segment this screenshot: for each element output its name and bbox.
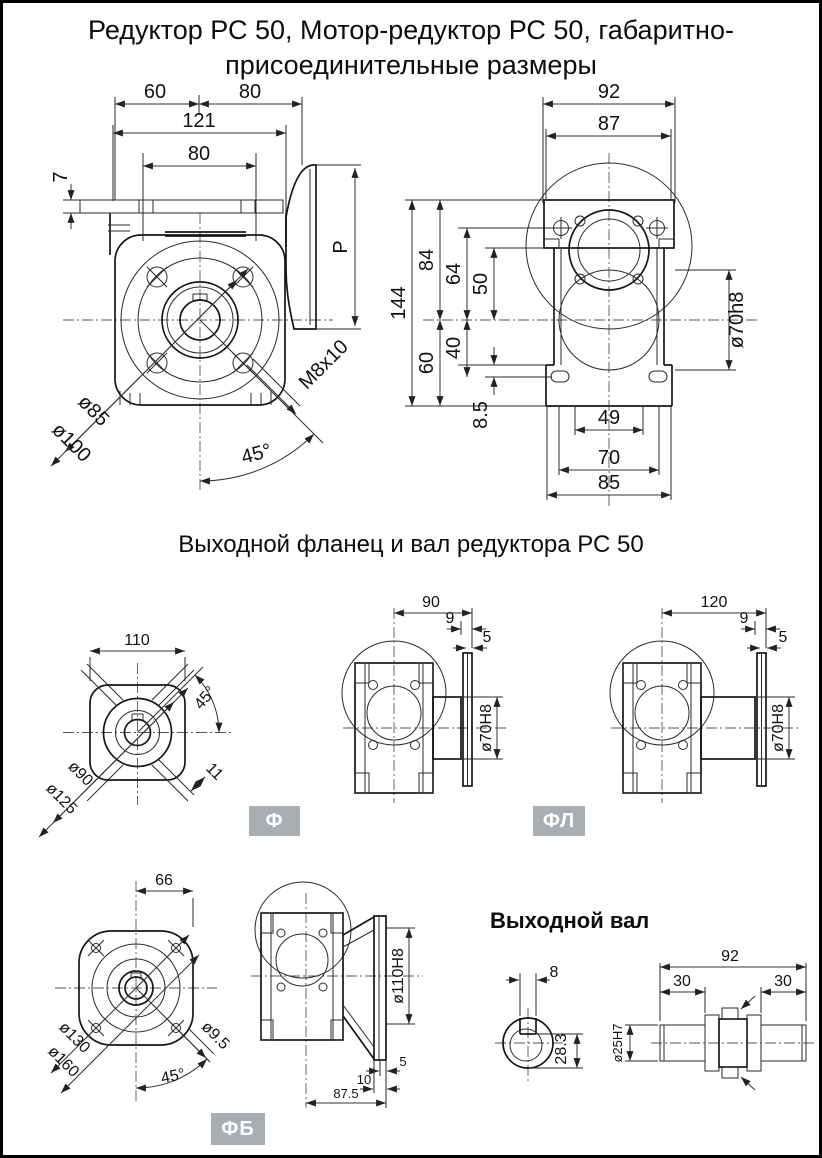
dim-dia85: ø85 xyxy=(73,390,114,431)
dim-80-top: 80 xyxy=(238,81,262,103)
dim-dia90: ø90 xyxy=(64,758,96,790)
dim-45deg: 45° xyxy=(238,439,274,469)
dim-66: 66 xyxy=(155,872,173,889)
dimension-labels xyxy=(333,948,407,1101)
dimension-labels xyxy=(42,632,226,818)
dim-50: 50 xyxy=(470,272,492,296)
dimension-labels xyxy=(550,964,570,1065)
body-outline xyxy=(255,882,386,1060)
dim-m8x10: M8x10 xyxy=(294,335,353,394)
dimension-labels xyxy=(610,948,792,1063)
dim-5: 5 xyxy=(399,1054,407,1069)
dim-144: 144 xyxy=(388,286,410,320)
body-outline xyxy=(80,165,316,405)
badge-flange-fb: ФБ xyxy=(211,1113,265,1145)
badge-flange-fl: ФЛ xyxy=(533,806,585,836)
dim-dia160: ø160 xyxy=(44,1042,83,1081)
flange-f-side-view xyxy=(342,594,508,803)
dimension-labels xyxy=(44,872,232,1087)
dim-dia110H8: ø110H8 xyxy=(390,948,407,1004)
dim-9: 9 xyxy=(739,610,749,627)
dim-49: 49 xyxy=(597,407,621,429)
dim-dia25H7: ø25H7 xyxy=(610,1023,625,1063)
dim-dia70H8: ø70H8 xyxy=(478,703,495,753)
flange-fl-side-view xyxy=(610,594,801,803)
dim-64: 64 xyxy=(443,262,465,286)
dim-P: P xyxy=(330,240,352,254)
page-title-line1: Редуктор РС 50, Мотор-редуктор РС 50, габаритно- xyxy=(88,15,734,45)
dim-7: 7 xyxy=(50,171,72,183)
output-shaft-section-view xyxy=(610,948,815,1090)
dim-40: 40 xyxy=(443,336,465,360)
page-title-line2: присоединительные размеры xyxy=(225,50,597,80)
centerlines xyxy=(423,153,758,508)
dim-dia100: ø100 xyxy=(47,418,96,467)
dim-60: 60 xyxy=(416,351,438,375)
dimension-lines xyxy=(405,97,736,500)
dim-dia9-5: ø9.5 xyxy=(197,1018,233,1054)
dim-92: 92 xyxy=(597,81,621,103)
dimension-labels xyxy=(388,81,748,494)
dim-121: 121 xyxy=(182,110,216,132)
gearbox-side-view xyxy=(47,81,361,493)
flange-fb-front-view xyxy=(44,872,232,1101)
dim-85: 85 xyxy=(597,472,621,494)
gearbox-front-view xyxy=(388,81,758,508)
technical-drawing xyxy=(3,3,819,1155)
dim-5: 5 xyxy=(778,629,788,646)
dim-11: 11 xyxy=(202,759,227,784)
dim-dia130: ø130 xyxy=(55,1018,94,1057)
dim-110: 110 xyxy=(124,632,150,649)
dim-9: 9 xyxy=(445,610,455,627)
dim-45deg: 45° xyxy=(191,683,220,713)
flange-fb-side-view xyxy=(251,882,423,1108)
dim-60: 60 xyxy=(143,81,167,103)
dim-dia125: ø125 xyxy=(42,779,81,818)
body-outline xyxy=(610,641,766,793)
dim-92: 92 xyxy=(721,948,739,965)
dim-45deg: 45° xyxy=(159,1065,187,1088)
dim-8: 8 xyxy=(549,964,559,981)
dim-120: 120 xyxy=(700,594,728,611)
body-outline xyxy=(526,163,692,406)
dim-87: 87 xyxy=(597,113,621,135)
dim-30-left: 30 xyxy=(673,973,691,990)
dim-80-face: 80 xyxy=(187,143,211,165)
flange-section-title: Выходной фланец и вал редуктора РС 50 xyxy=(178,531,644,558)
dim-5: 5 xyxy=(482,629,492,646)
dim-dia70H8: ø70H8 xyxy=(770,703,787,753)
dim-10: 10 xyxy=(356,1072,372,1087)
dim-8-5: 8.5 xyxy=(470,401,492,429)
dim-70: 70 xyxy=(597,447,621,469)
output-shaft-end-view xyxy=(495,964,583,1081)
body-outline xyxy=(342,641,472,793)
dim-84: 84 xyxy=(416,248,438,272)
dim-90: 90 xyxy=(422,594,440,611)
output-shaft-title: Выходной вал xyxy=(490,908,650,933)
badge-flange-f: Ф xyxy=(249,806,300,836)
flange-f-front-view xyxy=(39,632,231,837)
dim-87-5: 87.5 xyxy=(333,1086,359,1101)
dim-dia70h8: ø70h8 xyxy=(726,291,748,349)
dim-30-right: 30 xyxy=(774,973,792,990)
dim-28-3: 28.3 xyxy=(553,1033,570,1065)
